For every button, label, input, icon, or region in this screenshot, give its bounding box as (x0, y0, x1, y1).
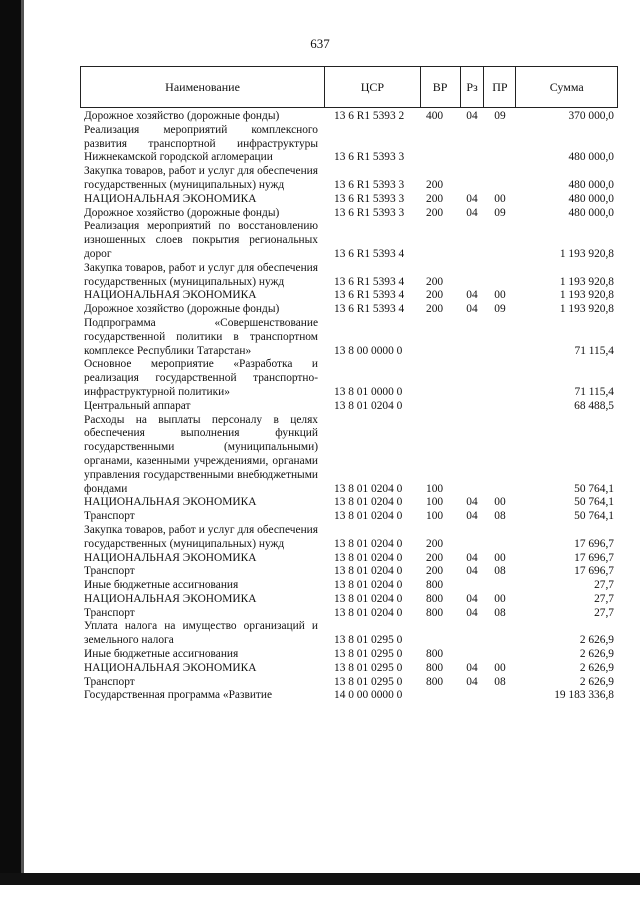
row-pr (484, 400, 516, 414)
row-sum: 2 626,9 (579, 648, 614, 661)
row-vr (420, 400, 460, 414)
row-rz: 04 (466, 565, 478, 578)
table-row (80, 289, 618, 303)
row-sum: 1 193 920,8 (559, 289, 614, 302)
budget-table-body (80, 110, 618, 703)
scan-edge-left (0, 0, 22, 905)
row-rz (460, 648, 484, 662)
row-name: Уплата налога на имущество организаций и земельного налога (84, 620, 318, 647)
row-vr: 200 (426, 206, 444, 219)
table-row (80, 165, 618, 193)
row-vr: 200 (426, 551, 444, 564)
row-vr: 400 (426, 110, 444, 122)
table-row (80, 496, 618, 510)
row-pr: 09 (494, 303, 506, 316)
header-sum: Сумма (515, 67, 617, 107)
row-sum: 68 488,5 (574, 399, 614, 412)
row-sum: 2 626,9 (579, 675, 614, 688)
table-row (80, 110, 618, 124)
row-csr: 13 8 01 0204 0 (334, 399, 403, 412)
row-sum: 50 764,1 (574, 482, 614, 495)
row-sum: 50 764,1 (574, 510, 614, 523)
table-row (80, 620, 618, 648)
row-rz: 04 (466, 592, 478, 605)
row-rz: 04 (466, 675, 478, 688)
table-row (80, 262, 618, 290)
row-vr: 800 (426, 661, 444, 674)
row-pr (484, 689, 516, 703)
table-row (80, 414, 618, 497)
row-vr (420, 248, 460, 262)
row-rz (460, 276, 484, 290)
row-pr: 08 (494, 606, 506, 619)
row-csr: 13 8 01 0204 0 (334, 496, 403, 509)
row-csr: 13 6 R1 5393 3 (334, 192, 405, 205)
row-csr: 13 6 R1 5393 4 (334, 289, 405, 302)
table-row (80, 400, 618, 414)
row-csr: 13 6 R1 5393 3 (334, 151, 405, 164)
table-row (80, 220, 618, 261)
row-pr: 00 (494, 551, 506, 564)
row-vr: 200 (426, 289, 444, 302)
row-csr: 14 0 00 0000 0 (334, 689, 403, 702)
row-name: Закупка товаров, работ и услуг для обеспечения государственных (муниципальных) нужд (84, 261, 318, 288)
row-pr (484, 248, 516, 262)
row-pr: 08 (494, 510, 506, 523)
row-pr (484, 276, 516, 290)
row-csr: 13 8 01 0204 0 (334, 606, 403, 619)
row-csr: 13 6 R1 5393 2 (334, 110, 405, 122)
row-csr: 13 8 01 0204 0 (334, 592, 403, 605)
row-sum: 71 115,4 (574, 385, 614, 398)
row-pr: 08 (494, 565, 506, 578)
table-row (80, 358, 618, 399)
row-name: Государственная программа «Развитие (84, 689, 273, 702)
row-pr (484, 386, 516, 400)
row-sum: 2 626,9 (579, 661, 614, 674)
row-pr: 09 (494, 110, 506, 122)
row-sum: 50 764,1 (574, 496, 614, 509)
table-row (80, 124, 618, 165)
row-rz: 04 (466, 496, 478, 509)
row-csr: 13 6 R1 5393 4 (334, 247, 405, 260)
row-rz: 04 (466, 606, 478, 619)
row-name: Иные бюджетные ассигнования (84, 579, 239, 592)
row-rz (460, 386, 484, 400)
row-rz (460, 538, 484, 552)
row-name: Транспорт (84, 510, 135, 523)
row-pr: 08 (494, 675, 506, 688)
row-name: Расходы на выплаты персоналу в целях обеспечения выполнения функций государственными (муниципальными) органами, казенными учреждениями, органами управления государственными внебюджетными фондами (84, 413, 318, 495)
row-sum: 480 000,0 (568, 151, 614, 164)
row-pr (484, 648, 516, 662)
scan-margin-bottom (0, 885, 640, 905)
row-csr: 13 8 01 0204 0 (334, 510, 403, 523)
row-name: НАЦИОНАЛЬНАЯ ЭКОНОМИКА (84, 192, 257, 205)
row-pr: 00 (494, 289, 506, 302)
row-vr: 800 (426, 675, 444, 688)
row-rz: 04 (466, 192, 478, 205)
row-name: Основное мероприятие «Разработка и реализация государственной транспортно-инфраструктурной политики» (84, 358, 318, 398)
header-name: Наименование (165, 79, 240, 94)
row-csr: 13 8 01 0204 0 (334, 551, 403, 564)
row-vr: 100 (426, 510, 444, 523)
row-sum: 17 696,7 (574, 537, 614, 550)
row-name: НАЦИОНАЛЬНАЯ ЭКОНОМИКА (84, 496, 257, 509)
row-sum: 480 000,0 (568, 192, 614, 205)
row-name: Дорожное хозяйство (дорожные фонды) (84, 206, 280, 219)
row-name: Транспорт (84, 606, 135, 619)
row-vr: 200 (426, 565, 444, 578)
row-sum: 1 193 920,8 (559, 303, 614, 316)
table-row (80, 303, 618, 317)
row-name: Иные бюджетные ассигнования (84, 648, 239, 661)
row-vr (420, 151, 460, 165)
row-vr: 100 (426, 482, 444, 495)
row-sum: 27,7 (594, 579, 614, 592)
row-csr: 13 8 01 0295 0 (334, 675, 403, 688)
header-vr: ВР (420, 67, 460, 107)
row-csr: 13 8 01 0204 0 (334, 579, 403, 592)
row-pr: 00 (494, 592, 506, 605)
row-name: Транспорт (84, 565, 135, 578)
row-name: НАЦИОНАЛЬНАЯ ЭКОНОМИКА (84, 289, 257, 302)
row-csr: 13 8 01 0000 0 (334, 385, 403, 398)
row-pr: 00 (494, 192, 506, 205)
row-vr: 800 (426, 606, 444, 619)
row-csr: 13 6 R1 5393 4 (334, 275, 405, 288)
row-sum: 2 626,9 (579, 634, 614, 647)
row-vr (420, 689, 460, 703)
row-rz (460, 483, 484, 497)
table-row (80, 662, 618, 676)
row-csr: 13 8 01 0204 0 (334, 537, 403, 550)
table-header (80, 66, 618, 108)
header-pr: ПР (483, 67, 515, 107)
row-name: Закупка товаров, работ и услуг для обеспечения государственных (муниципальных) нужд (84, 523, 318, 550)
row-csr: 13 6 R1 5393 3 (334, 178, 405, 191)
table-row (80, 648, 618, 662)
row-rz: 04 (466, 510, 478, 523)
row-rz (460, 345, 484, 359)
row-sum: 19 183 336,8 (554, 689, 614, 702)
row-rz: 04 (466, 303, 478, 316)
row-csr: 13 6 R1 5393 3 (334, 206, 405, 219)
row-pr: 00 (494, 496, 506, 509)
row-rz: 04 (466, 551, 478, 564)
row-rz (460, 400, 484, 414)
row-rz (460, 634, 484, 648)
page-number: 637 (310, 36, 330, 51)
row-sum: 370 000,0 (568, 110, 614, 122)
row-csr: 13 8 01 0204 0 (334, 565, 403, 578)
row-name: Дорожное хозяйство (дорожные фонды) (84, 110, 280, 122)
table-row (80, 607, 618, 621)
row-csr: 13 8 00 0000 0 (334, 344, 403, 357)
table-row (80, 193, 618, 207)
row-sum: 17 696,7 (574, 565, 614, 578)
row-vr: 800 (426, 648, 444, 661)
scan-edge-bottom (0, 873, 640, 885)
row-sum: 1 193 920,8 (559, 247, 614, 260)
row-sum: 71 115,4 (574, 344, 614, 357)
table-row (80, 317, 618, 358)
row-rz (460, 689, 484, 703)
row-vr: 200 (426, 537, 444, 550)
header-csr: ЦСР (324, 67, 420, 107)
table-row (80, 207, 618, 221)
row-pr (484, 151, 516, 165)
row-vr: 200 (426, 192, 444, 205)
table-row (80, 552, 618, 566)
row-name: Подпрограмма «Совершенствование государственной политики в транспортном комплексе Республики Татарстан» (84, 316, 318, 357)
row-csr: 13 8 01 0295 0 (334, 648, 403, 661)
row-sum: 480 000,0 (568, 178, 614, 191)
table-row (80, 689, 618, 703)
row-rz: 04 (466, 206, 478, 219)
row-csr: 13 8 01 0204 0 (334, 482, 403, 495)
row-rz (460, 179, 484, 193)
row-pr (484, 634, 516, 648)
row-sum: 27,7 (594, 592, 614, 605)
row-rz: 04 (466, 661, 478, 674)
row-rz (460, 151, 484, 165)
row-csr: 13 8 01 0295 0 (334, 661, 403, 674)
row-sum: 480 000,0 (568, 206, 614, 219)
row-pr: 09 (494, 206, 506, 219)
row-vr (420, 345, 460, 359)
row-sum: 27,7 (594, 606, 614, 619)
table-row (80, 593, 618, 607)
row-pr (484, 179, 516, 193)
row-name: НАЦИОНАЛЬНАЯ ЭКОНОМИКА (84, 592, 257, 605)
row-vr: 100 (426, 496, 444, 509)
row-vr: 200 (426, 275, 444, 288)
table-row (80, 510, 618, 524)
row-vr (420, 386, 460, 400)
row-name: Реализация мероприятий по восстановлению изношенных слоев покрытия региональных дорог (84, 220, 318, 260)
row-name: Закупка товаров, работ и услуг для обеспечения государственных (муниципальных) нужд (84, 165, 318, 191)
row-rz: 04 (466, 289, 478, 302)
row-name: Транспорт (84, 675, 135, 688)
row-vr: 800 (426, 579, 444, 592)
table-row (80, 579, 618, 593)
row-name: НАЦИОНАЛЬНАЯ ЭКОНОМИКА (84, 661, 257, 674)
row-sum: 1 193 920,8 (559, 275, 614, 288)
table-row (80, 524, 618, 552)
row-vr (420, 634, 460, 648)
table-row (80, 565, 618, 579)
row-rz: 04 (466, 110, 478, 122)
row-vr: 200 (426, 178, 444, 191)
row-name: Реализация мероприятий комплексного развития транспортной инфраструктуры Нижнекамской городской агломерации (84, 123, 318, 164)
row-name: Центральный аппарат (84, 399, 191, 412)
row-rz (460, 248, 484, 262)
row-pr: 00 (494, 661, 506, 674)
row-pr (484, 345, 516, 359)
row-pr (484, 483, 516, 497)
row-pr (484, 538, 516, 552)
row-pr (484, 579, 516, 593)
row-vr: 800 (426, 592, 444, 605)
row-sum: 17 696,7 (574, 551, 614, 564)
row-name: НАЦИОНАЛЬНАЯ ЭКОНОМИКА (84, 551, 257, 564)
header-rz: Рз (460, 67, 484, 107)
row-csr: 13 6 R1 5393 4 (334, 303, 405, 316)
table-row (80, 676, 618, 690)
row-vr: 200 (426, 303, 444, 316)
row-csr: 13 8 01 0295 0 (334, 634, 403, 647)
row-name: Дорожное хозяйство (дорожные фонды) (84, 303, 280, 316)
row-rz (460, 579, 484, 593)
